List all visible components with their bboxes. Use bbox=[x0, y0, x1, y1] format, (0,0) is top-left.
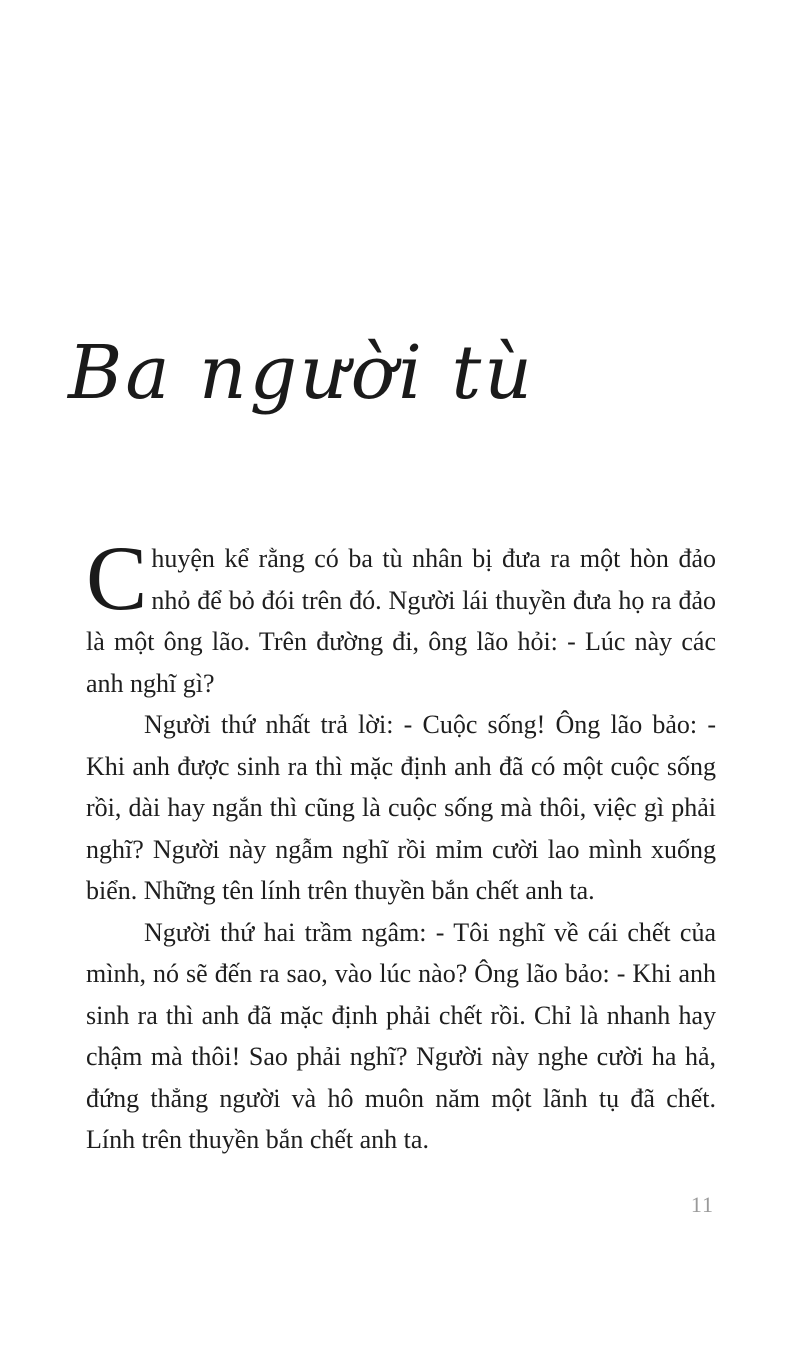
body-text bbox=[86, 527, 716, 1161]
paragraph-3: Người thứ hai trầm ngâm: - Tôi nghĩ về cái chết của mình, nó sẽ đến ra sao, vào lúc nào? Ông lão bảo: - Khi anh sinh ra thì anh đã mặc định phải chết rồi. Chỉ là nhanh hay chậm mà thôi! Sao phải nghĩ? Người này nghe cười ha hả, đứng thẳng người và hô muôn năm một lãnh tụ đã chết. Lính trên thuyền bắn chết anh ta. bbox=[86, 917, 716, 1154]
paragraph-2: Người thứ nhất trả lời: - Cuộc sống! Ông lão bảo: - Khi anh được sinh ra thì mặc định anh đã có một cuộc sống rồi, dài hay ngắn thì cũng là cuộc sống mà thôi, việc gì phải nghĩ? Người này ngẫm nghĩ rồi mỉm cười lao mình xuống biển. Những tên lính trên thuyền bắn chết anh ta. bbox=[86, 710, 716, 905]
drop-cap: C bbox=[86, 527, 148, 629]
page-number: 11 bbox=[690, 1192, 714, 1217]
paragraph-1 bbox=[86, 527, 716, 704]
paragraph-1-text: huyện kể rằng có ba tù nhân bị đưa ra một hòn đảo nhỏ để bỏ đói trên đó. Người lái thuyền đưa họ ra đảo là một ông lão. Trên đường đi, ông lão hỏi: - Lúc này các anh nghĩ gì? bbox=[86, 544, 716, 698]
chapter-title: Ba người tù bbox=[68, 330, 535, 416]
